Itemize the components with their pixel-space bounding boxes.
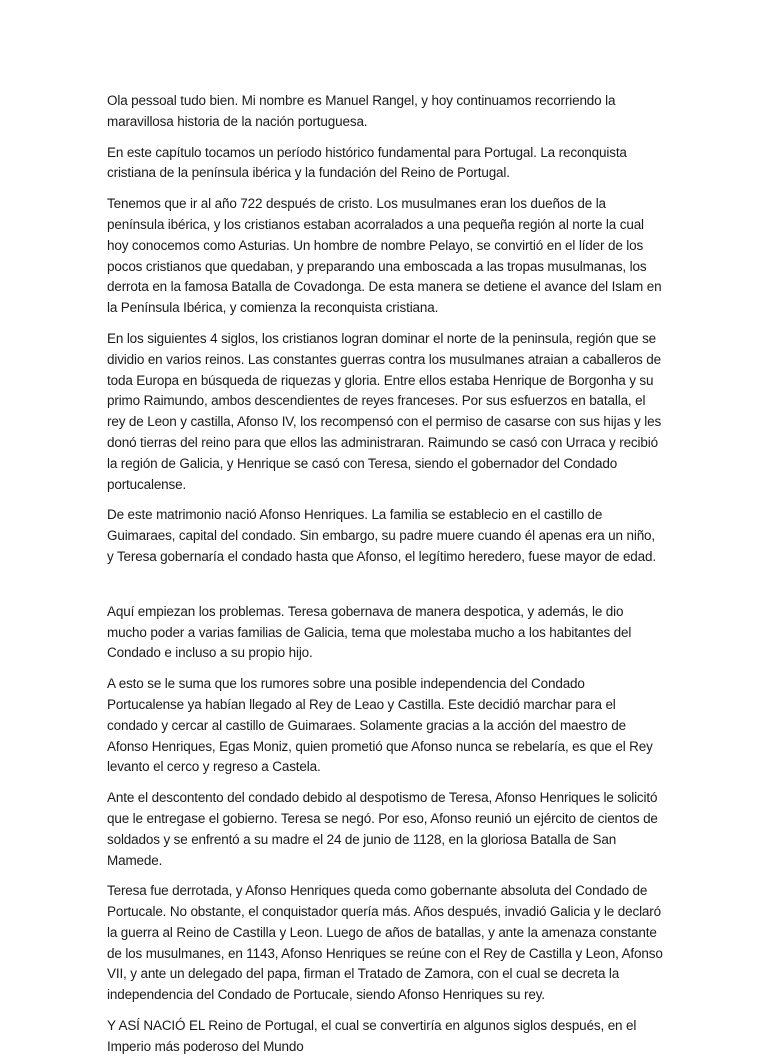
paragraph-afonso-birth: De este matrimonio nació Afonso Henriques. La familia se establecio en el castillo de Guimaraes, capital del condado. Sin embargo, su padre muere cuando él apenas era un niño, y Teresa gobernaría el condado hasta que Afonso, el legítimo heredero, fuese mayor de edad. [107,507,656,564]
paragraph-problems: Aquí empiezan los problemas. Teresa gobernava de manera despotica, y además, le dio mucho poder a varias familias de Galicia, tema que molestaba mucho a los habitantes del Condado e incluso a su propio hijo. [107,603,632,661]
paragraph-year-722: Tenemos que ir al año 722 después de cristo. Los musulmanes eran los dueños de la península ibérica, y los cristianos estaban acorralados a una pequeña región al norte la cual hoy conocemos como Asturias. Un hombre de nombre Pelayo, se convirtió en el líder de los pocos cristianos que quedaban, y preparando una emboscada a las tropas musulmanas, los derrota en la famosa Batalla de Covadonga. De esta manera se detiene el avance del Islam en la Península Ibérica, y comienza la reconquista cristiana. [107,196,662,316]
paragraph-san-mamede: Ante el descontento del condado debido al despotismo de Teresa, Afonso Henriques le solicitó que le entregase el gobierno. Teresa se negó. Por eso, Afonso reunió un ejército de cientos de soldados y se enfrentó a su madre el 24 de junio de 1128, en la gloriosa Batalla de San Mamede. [107,790,658,868]
paragraph-intro: Ola pessoal tudo bien. Mi nombre es Manuel Rangel, y hoy continuamos recorriendo la maravillosa historia de la nación portuguesa. [107,93,616,129]
paragraph-topic: En este capítulo tocamos un período histórico fundamental para Portugal. La reconquista cristiana de la península ibérica y la fundación del Reino de Portugal. [107,144,627,181]
document-page [107,91,663,1058]
paragraph-four-centuries: En los siguientes 4 siglos, los cristianos logran dominar el norte de la peninsula, región que se dividio en varios reinos. Las constantes guerras contra los musulmanes atraian a caballeros de toda Europa en búsqueda de riquezas y gloria. Entre ellos estaba Henrique de Borgonha y su primo Raimundo, ambos descendientes de reyes franceses. Por sus esfuerzos en batalla, el rey de Leon y castilla, Afonso IV, los recompensó con el permiso de casarse con sus hijas y les donó tierras del reino para que ellos las administraran. Raimundo se casó con Urraca y recibió la región de Galicia, y Henrique se casó con Teresa, siendo el gobernador del Condado portucalense. [107,330,662,492]
paragraph-zamora: Teresa fue derrotada, y Afonso Henriques queda como gobernante absoluta del Condado de Portucale. No obstante, el conquistador quería más. Años después, invadió Galicia y le declaró la guerra al Reino de Castilla y Leon. Luego de años de batallas, y ante la amenaza constante de los musulmanes, en 1143, Afonso Henriques se reúne con el Rey de Castilla y Leon, Afonso VII, y ante un delegado del papa, firman el Tratado de Zamora, con el cual se decreta la independencia del Condado de Portucale, siendo Afonso Henriques su rey. [107,883,663,1003]
paragraph-rumors: A esto se le suma que los rumores sobre una posible independencia del Condado Portucalense ya habían llegado al Rey de Leao y Castilla. Este decidió marchar para el condado y cercar al castillo de Guimaraes. Solamente gracias a la acción del maestro de Afonso Henriques, Egas Moniz, quien prometió que Afonso nunca se rebelaría, es que el Rey levanto el cerco y regreso a Castela. [107,676,653,775]
paragraph-conclusion: Y ASÍ NACIÓ EL Reino de Portugal, el cual se convertiría en algunos siglos después, en el Imperio más poderoso del Mundo [107,1018,637,1054]
